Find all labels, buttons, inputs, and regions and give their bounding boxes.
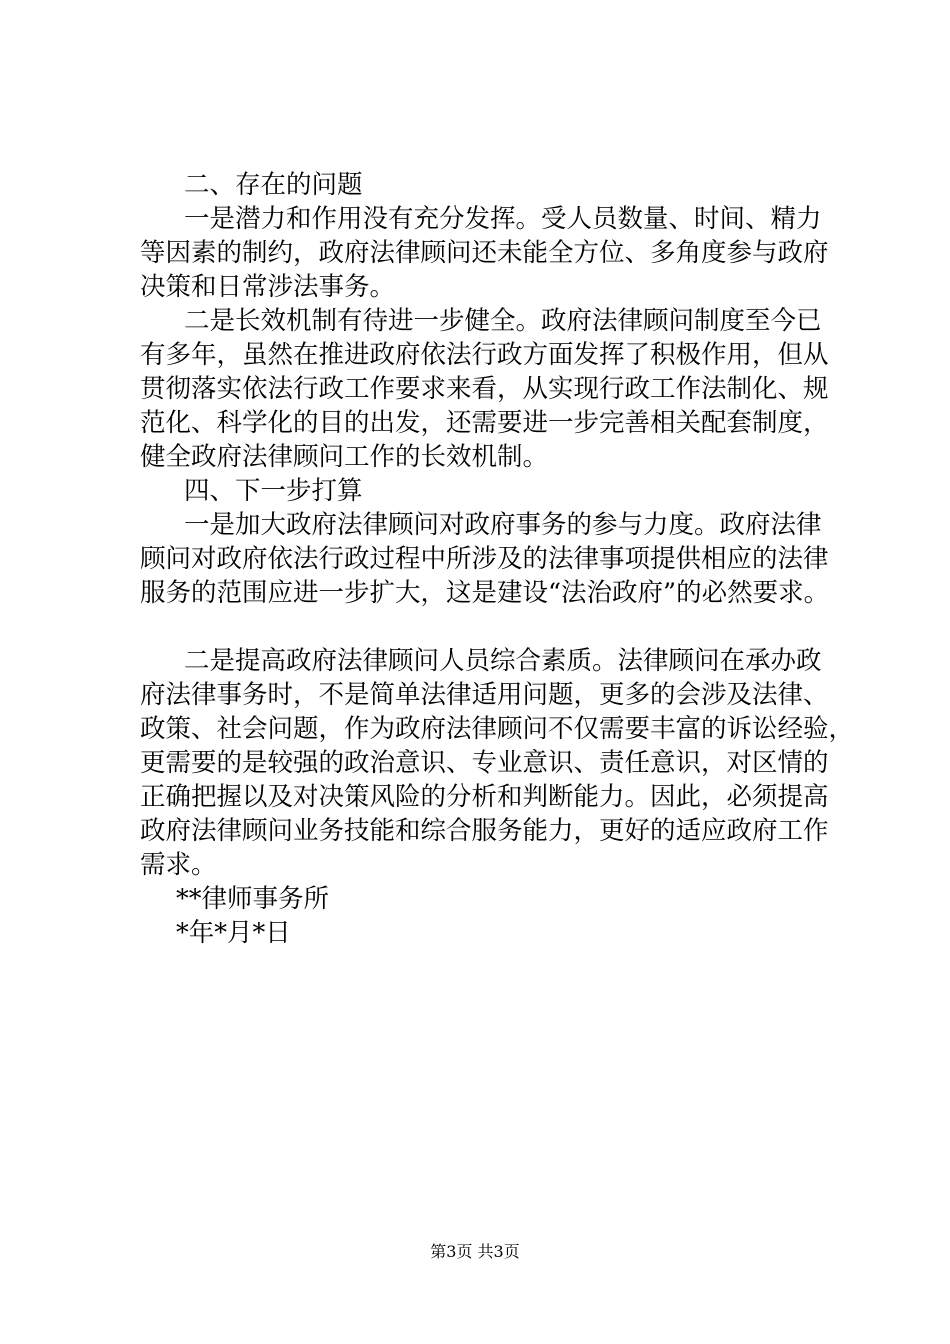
text-line: 更需要的是较强的政治意识、专业意识、责任意识，对区情的 xyxy=(140,748,829,778)
text-line: *年*月*日 xyxy=(176,918,291,948)
page-number: 第3页 共3页 xyxy=(430,1242,520,1261)
text-line: 正确把握以及对决策风险的分析和判断能力。因此，必须提高 xyxy=(140,782,829,812)
text-line: 政策、社会问题，作为政府法律顾问不仅需要丰富的诉讼经验， xyxy=(140,714,855,744)
text-line: 决策和日常涉法事务。 xyxy=(140,272,396,302)
text-line: 二是长效机制有待进一步健全。政府法律顾问制度至今已 xyxy=(184,306,822,336)
text-line: 有多年，虽然在推进政府依法行政方面发挥了积极作用，但从 xyxy=(140,340,829,370)
text-line: 贯彻落实依法行政工作要求来看，从实现行政工作法制化、规 xyxy=(140,374,829,404)
text-line: 等因素的制约，政府法律顾问还未能全方位、多角度参与政府 xyxy=(140,238,829,268)
text-line: 健全政府法律顾问工作的长效机制。 xyxy=(140,442,549,472)
text-line: 服务的范围应进一步扩大，这是建设“法治政府”的必然要求。 xyxy=(140,578,830,608)
text-line: 一是潜力和作用没有充分发挥。受人员数量、时间、精力 xyxy=(184,204,822,234)
text-line: 政府法律顾问业务技能和综合服务能力，更好的适应政府工作 xyxy=(140,816,829,846)
text-line: 四、下一步打算 xyxy=(184,476,363,506)
text-line: 需求。 xyxy=(140,850,217,880)
text-line: 顾问对政府依法行政过程中所涉及的法律事项提供相应的法律 xyxy=(140,544,829,574)
text-line: 范化、科学化的目的出发，还需要进一步完善相关配套制度， xyxy=(140,408,829,438)
text-line: 一是加大政府法律顾问对政府事务的参与力度。政府法律 xyxy=(184,510,822,540)
text-line: 二、存在的问题 xyxy=(184,170,363,200)
document-body xyxy=(140,168,855,950)
text-line: 府法律事务时，不是简单法律适用问题，更多的会涉及法律、 xyxy=(140,680,829,710)
text-line: 二是提高政府法律顾问人员综合素质。法律顾问在承办政 xyxy=(184,646,822,676)
blank-line xyxy=(140,610,820,644)
page-footer xyxy=(0,1242,950,1262)
text-line: **律师事务所 xyxy=(176,884,330,914)
